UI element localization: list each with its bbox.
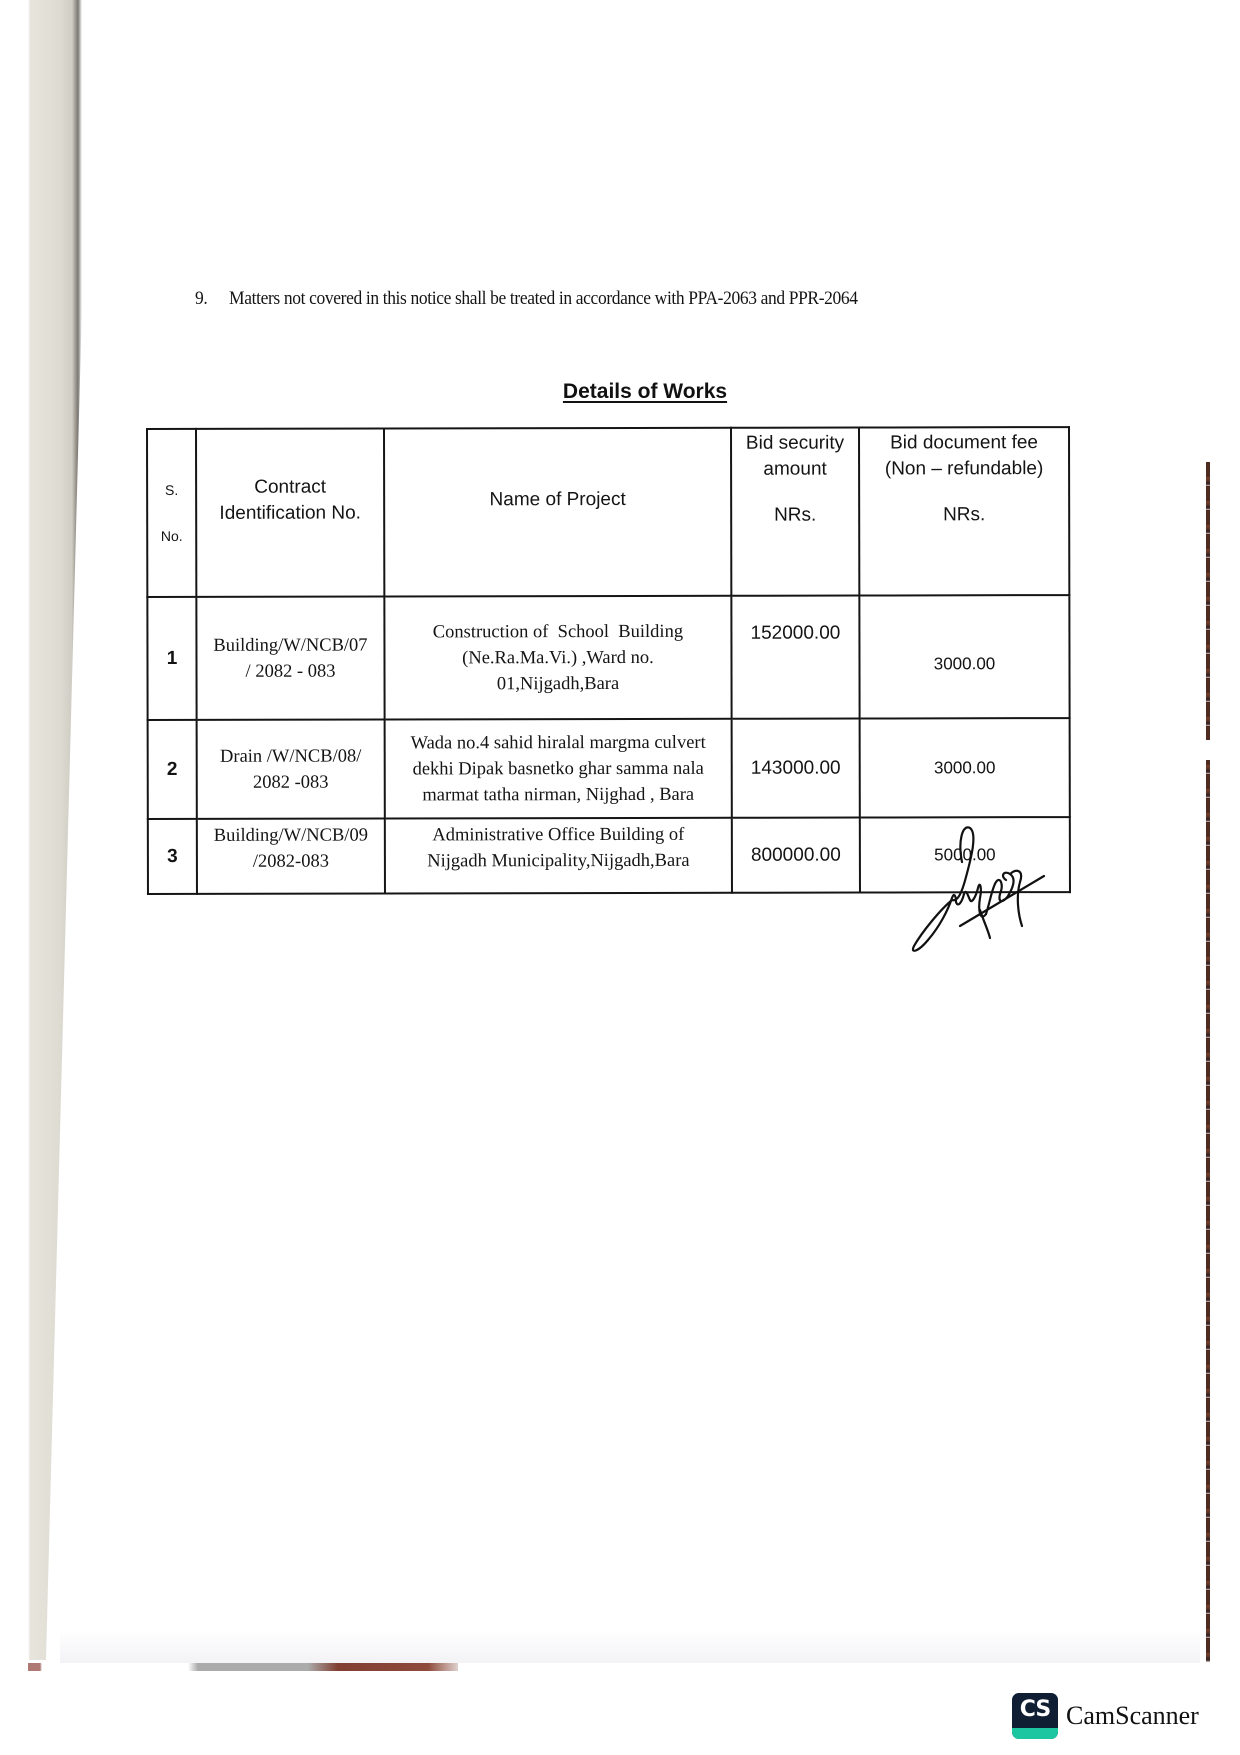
table-header-row <box>147 427 1069 597</box>
table-row <box>147 595 1069 720</box>
project-line1: Administrative Office Building of <box>432 824 685 846</box>
contract-id-line1: Building/W/NCB/09 <box>213 825 368 846</box>
camscanner-watermark <box>1012 1690 1199 1742</box>
camscanner-logo-icon <box>1012 1693 1058 1739</box>
paper-edge-left <box>0 0 82 1660</box>
clause-text: Matters not covered in this notice shall be treated in accordance with PPA-2063 and PPR-2064 <box>229 288 858 309</box>
header-bid-security-unit: NRs. <box>774 504 817 526</box>
handwritten-signature-icon <box>900 822 1050 952</box>
logo-text: CS <box>1019 1697 1051 1722</box>
project-line2: dekhi Dipak basnetko ghar samma nala <box>412 758 704 779</box>
notice-clause-9 <box>195 288 931 310</box>
project-line2: (Ne.Ra.Ma.Vi.) ,Ward no. <box>462 647 654 668</box>
header-bid-security <box>731 428 859 596</box>
cell-bid-doc-fee: 3000.00 <box>860 718 1070 817</box>
header-serial-no <box>147 429 196 597</box>
header-bid-security-text: Bid security amount <box>745 432 845 480</box>
contract-id-line1: Building/W/NCB/07 <box>213 635 368 656</box>
project-line1: Construction of School Building <box>432 621 684 642</box>
header-bid-doc-fee <box>859 427 1069 595</box>
cell-bid-security <box>731 596 859 719</box>
contract-id-line2: /2082-083 <box>252 851 329 872</box>
project-line3: marmat tatha nirman, Nijghad , Bara <box>422 784 695 805</box>
project-line3: 01,Nijgadh,Bara <box>496 673 620 694</box>
cell-sno: 3 <box>148 819 197 894</box>
cell-bid-security: 143000.00 <box>732 719 860 818</box>
project-line2: Nijgadh Municipality,Nijgadh,Bara <box>427 850 690 872</box>
cell-project-name <box>385 719 732 819</box>
header-project-name <box>384 428 731 597</box>
table-row <box>148 718 1070 819</box>
header-bid-doc-fee-note: (Non – refundable) <box>884 458 1044 480</box>
contract-id-line2: 2082 -083 <box>252 772 329 793</box>
cell-contract-id <box>197 720 385 819</box>
paper-shadow-bottom <box>60 1630 1200 1663</box>
cell-bid-doc-fee <box>859 595 1069 718</box>
logo-stripe <box>1012 1728 1058 1739</box>
cell-contract-id <box>196 597 384 720</box>
cell-bid-doc-fee: 5000.00 <box>860 817 1070 892</box>
header-contract-id-text: Contract Identification No. <box>219 476 361 524</box>
section-title: Details of Works <box>562 380 728 403</box>
header-sno-line2: No. <box>160 527 183 544</box>
cell-project-name <box>384 596 731 720</box>
paper-edge-bottom <box>28 1663 458 1671</box>
paper-edge-right-gap <box>1205 740 1211 760</box>
header-bid-doc-fee-text: Bid document fee <box>890 432 1038 454</box>
header-project-name-text: Name of Project <box>489 488 626 511</box>
contract-id-line1: Drain /W/NCB/08/ <box>220 746 362 767</box>
header-bid-doc-fee-unit: NRs. <box>943 504 986 526</box>
header-sno-line1: S. <box>164 481 179 498</box>
contract-id-line2: / 2082 - 083 <box>245 661 336 682</box>
header-contract-id <box>196 429 384 597</box>
cell-contract-id <box>197 819 385 894</box>
brand-name: CamScanner <box>1066 1701 1199 1730</box>
cell-sno: 2 <box>148 720 197 819</box>
bid-security-value: 152000.00 <box>750 622 841 644</box>
cell-project-name <box>385 818 732 894</box>
project-line1: Wada no.4 sahid hiralal margma culvert <box>410 732 706 753</box>
cell-sno: 1 <box>147 597 196 720</box>
clause-number: 9. <box>195 288 208 309</box>
cell-bid-security: 800000.00 <box>732 818 860 893</box>
paper-edge-right <box>1206 462 1210 1662</box>
bid-doc-fee-value: 3000.00 <box>933 653 996 673</box>
